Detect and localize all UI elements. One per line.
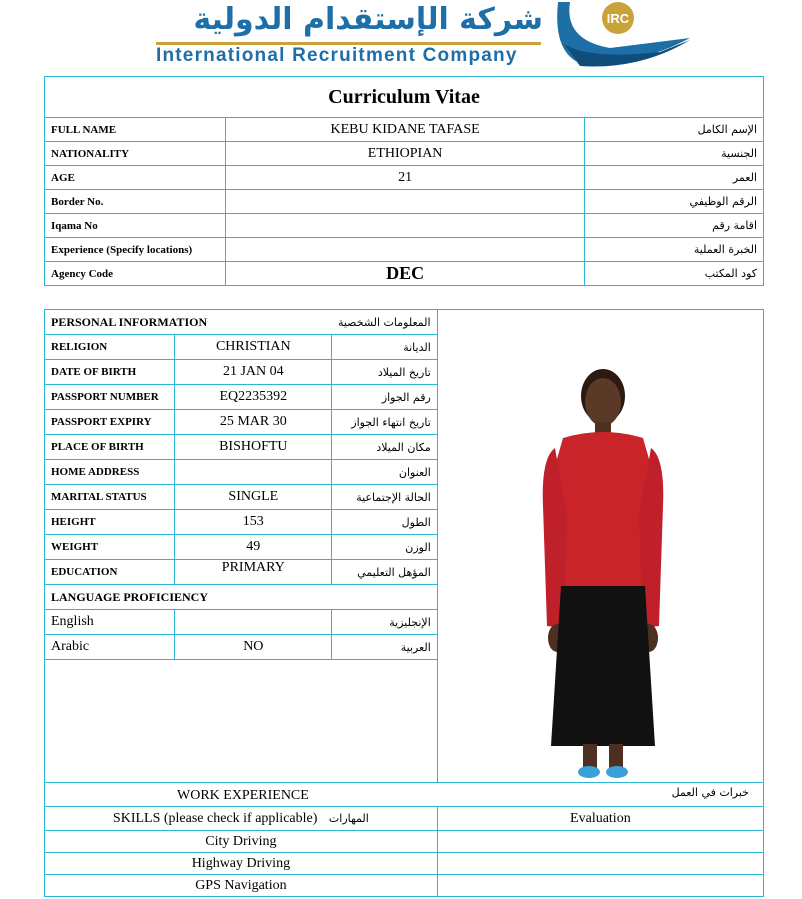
pi-label: HEIGHT [45,510,175,535]
pi-label-arabic: الوزن [332,535,437,560]
pi-row-marital-status [45,485,437,510]
personal-info-section [44,309,764,897]
personal-info-heading: PERSONAL INFORMATION [45,310,332,335]
pi-label-arabic: المؤهل التعليمي [332,560,437,585]
language-value [175,610,332,635]
logo-swoosh-icon [550,0,695,70]
company-name-arabic: شركة الإستقدام الدولية [193,2,543,37]
cv-label: Agency Code [45,262,226,286]
pi-label: DATE OF BIRTH [45,360,175,385]
cv-label-arabic: الجنسية [585,142,764,166]
cv-row-experience [45,238,764,262]
pi-value [175,460,332,485]
skills-heading: SKILLS (please check if applicable) [112,810,318,826]
candidate-photo-cell [437,310,763,783]
pi-value: 21 JAN 04 [175,360,332,385]
pi-label-arabic: تاريخ انتهاء الجواز [332,410,437,435]
personal-info-header [45,310,437,335]
language-name: English [45,610,175,635]
language-name: Arabic [45,635,175,660]
language-value: NO [175,635,332,660]
skill-row [45,831,764,853]
cv-row-nationality [45,142,764,166]
pi-label-arabic: الطول [332,510,437,535]
personal-info-row [45,310,764,783]
pi-row-place-of-birth [45,435,437,460]
pi-value: BISHOFTU [175,435,332,460]
cv-label: AGE [45,166,226,190]
company-name-english: International Recruitment Company [156,45,518,66]
pi-row-weight [45,535,437,560]
skill-name: Highway Driving [45,853,438,875]
skills-header-row [45,807,764,831]
pi-label: RELIGION [45,335,175,360]
work-experience-row [45,783,764,807]
pi-label: HOME ADDRESS [45,460,175,485]
evaluation-heading: Evaluation [437,807,763,831]
company-logo [150,0,695,72]
cv-label: NATIONALITY [45,142,226,166]
pi-label-arabic: الحالة الإجتماعية [332,485,437,510]
cv-label-arabic: الإسم الكامل [585,118,764,142]
work-experience-cell [45,783,764,807]
cv-label: FULL NAME [45,118,226,142]
pi-row-home-address [45,460,437,485]
pi-row-education [45,560,437,585]
skill-row [45,853,764,875]
cv-title-row [45,77,764,118]
pi-label-arabic: العنوان [332,460,437,485]
pi-label: EDUCATION [45,560,175,585]
skill-name: City Driving [45,831,438,853]
cv-value: KEBU KIDANE TAFASE [225,118,584,142]
skill-evaluation[interactable] [437,875,763,897]
work-experience-label-arabic: خبرات في العمل [671,785,749,799]
skills-heading-cell [45,807,438,831]
cv-value [225,190,584,214]
pi-value: 25 MAR 30 [175,410,332,435]
pi-value: 49 [175,535,332,560]
cv-table [44,76,764,286]
cv-row-agency-code [45,262,764,286]
work-experience-label: WORK EXPERIENCE [177,787,309,803]
cv-label: Iqama No [45,214,226,238]
cv-title: Curriculum Vitae [45,77,764,118]
personal-info-table [45,310,437,660]
pi-value: 153 [175,510,332,535]
cv-value: ETHIOPIAN [225,142,584,166]
pi-row-date-of-birth [45,360,437,385]
pi-value: CHRISTIAN [175,335,332,360]
cv-row-full-name [45,118,764,142]
skill-name: GPS Navigation [45,875,438,897]
pi-row-passport-expiry [45,410,437,435]
skill-evaluation[interactable] [437,853,763,875]
cv-value: DEC [225,262,584,286]
skill-row [45,875,764,897]
logo-badge-text: IRC [606,11,630,26]
cv-label-arabic: العمر [585,166,764,190]
cv-label-arabic: اقامة رقم [585,214,764,238]
cv-label-arabic: كود المكتب [585,262,764,286]
pi-row-height [45,510,437,535]
cv-value [225,214,584,238]
cv-label: Experience (Specify locations) [45,238,226,262]
language-proficiency-heading: LANGUAGE PROFICIENCY [45,585,437,610]
pi-label-arabic: مكان الميلاد [332,435,437,460]
cv-label: Border No. [45,190,226,214]
cv-label-arabic: الخبرة العملية [585,238,764,262]
personal-info-heading-arabic: المعلومات الشخصية [332,310,437,335]
cv-value: 21 [225,166,584,190]
pi-row-passport-number [45,385,437,410]
pi-row-religion [45,335,437,360]
candidate-photo [533,366,673,783]
personal-info-cell [45,310,438,783]
language-row-english [45,610,437,635]
pi-label-arabic: رقم الجواز [332,385,437,410]
cv-label-arabic: الرقم الوظيفي [585,190,764,214]
language-name-arabic: العربية [332,635,437,660]
pi-value: PRIMARY [175,560,332,585]
language-header-row [45,585,437,610]
pi-label: PLACE OF BIRTH [45,435,175,460]
cv-row-age [45,166,764,190]
cv-value [225,238,584,262]
pi-label: WEIGHT [45,535,175,560]
language-row-arabic [45,635,437,660]
pi-value: EQ2235392 [175,385,332,410]
pi-label-arabic: الديانة [332,335,437,360]
pi-label-arabic: تاريخ الميلاد [332,360,437,385]
cv-row-border-no [45,190,764,214]
language-name-arabic: الإنجليزية [332,610,437,635]
skill-evaluation[interactable] [437,831,763,853]
pi-label: PASSPORT EXPIRY [45,410,175,435]
pi-label: PASSPORT NUMBER [45,385,175,410]
cv-row-iqama-no [45,214,764,238]
pi-value: SINGLE [175,485,332,510]
skills-heading-arabic: المهارات [328,811,369,825]
pi-label: MARITAL STATUS [45,485,175,510]
